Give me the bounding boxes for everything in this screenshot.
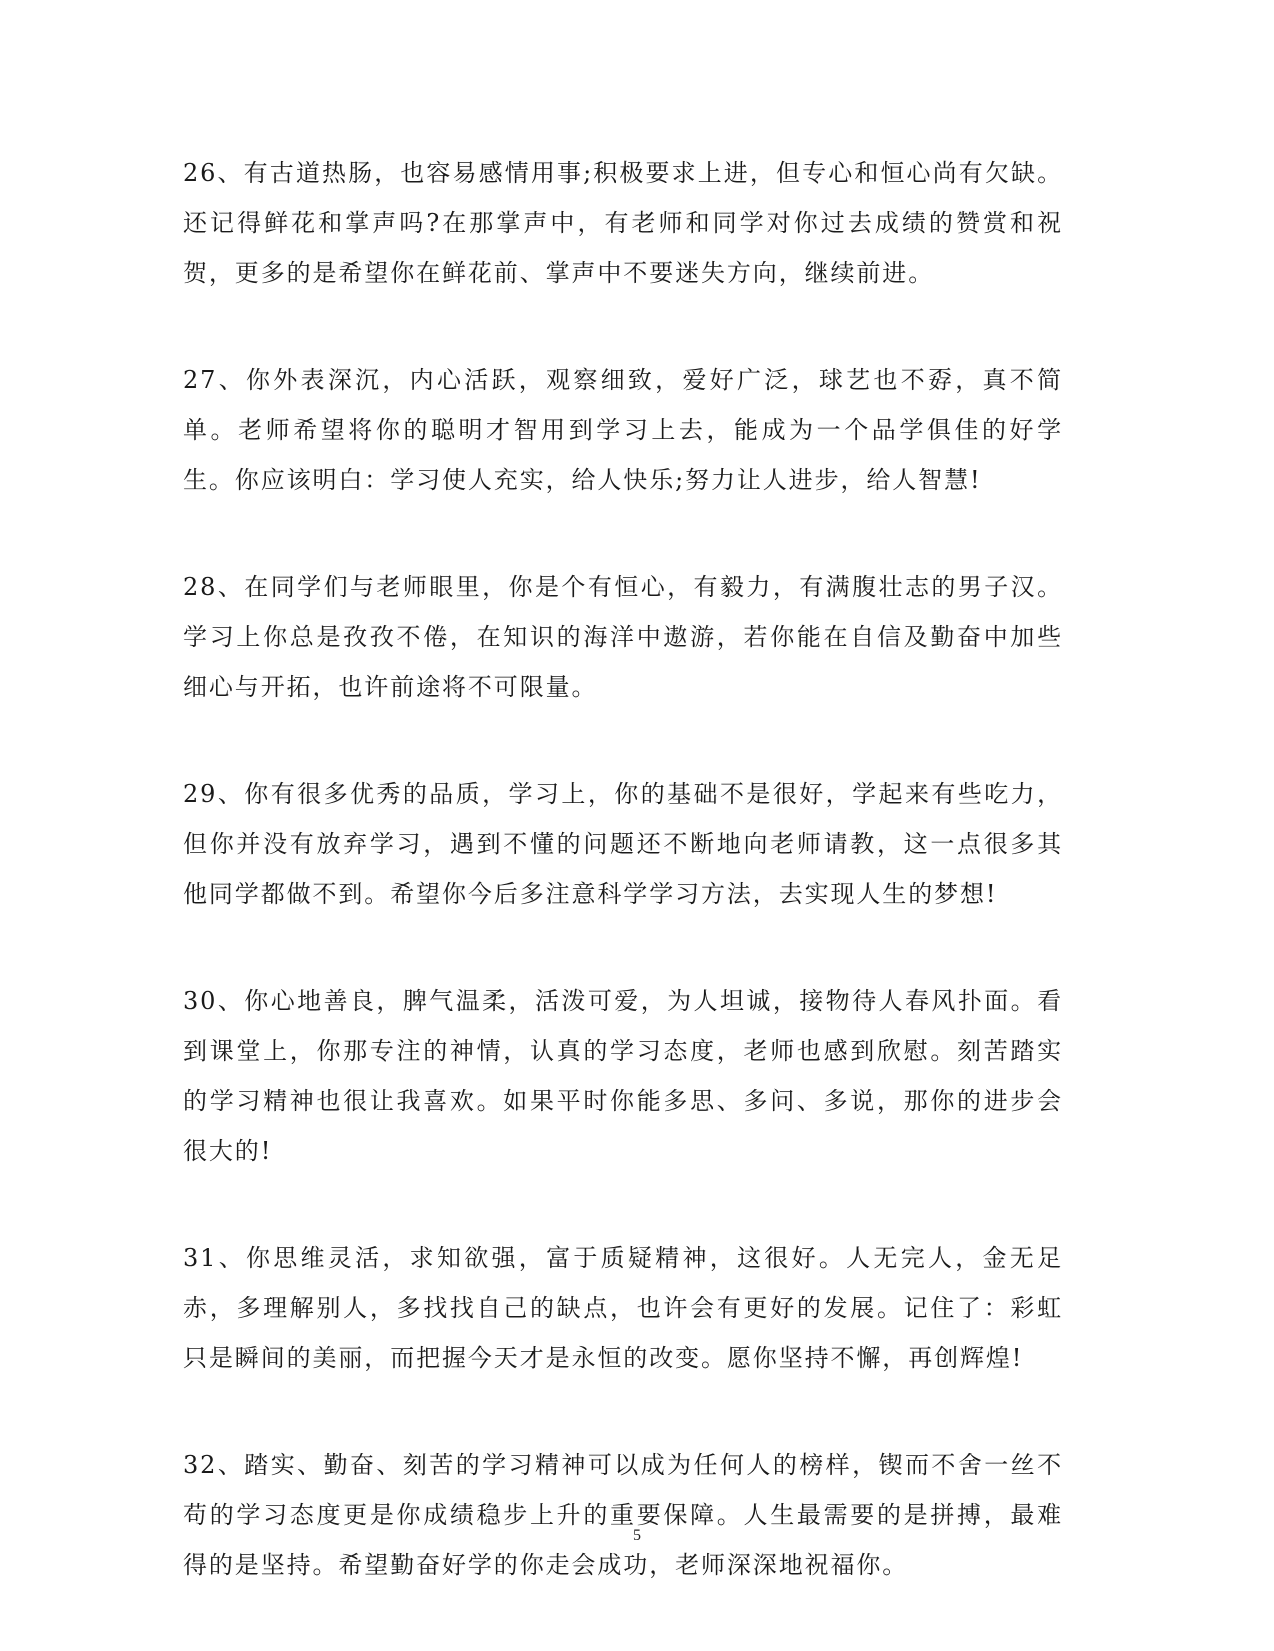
paragraph-31: 31、你思维灵活，求知欲强，富于质疑精神，这很好。人无完人，金无足赤，多理解别人，多找找自己的缺点，也许会有更好的发展。记住了：彩虹只是瞬间的美丽，而把握今天才是永恒的改变。愿你坚持不懈，再创辉煌! [183,1244,1063,1372]
paragraph-26: 26、有古道热肠，也容易感情用事;积极要求上进，但专心和恒心尚有欠缺。还记得鲜花和掌声吗?在那掌声中，有老师和同学对你过去成绩的赞赏和祝贺，更多的是希望你在鲜花前、掌声中不要迷失方向，继续前进。 [183,159,1063,287]
paragraph-29: 29、你有很多优秀的品质，学习上，你的基础不是很好，学起来有些吃力，但你并没有放弃学习，遇到不懂的问题还不断地向老师请教，这一点很多其他同学都做不到。希望你今后多注意科学学习方法，去实现人生的梦想! [183,780,1063,908]
paragraph-28: 28、在同学们与老师眼里，你是个有恒心，有毅力，有满腹壮志的男子汉。学习上你总是孜孜不倦，在知识的海洋中遨游，若你能在自信及勤奋中加些细心与开拓，也许前途将不可限量。 [183,573,1063,701]
page-number: 5 [633,1527,641,1544]
document-body [183,148,1063,1647]
paragraph-32: 32、踏实、勤奋、刻苦的学习精神可以成为任何人的榜样，锲而不舍一丝不苟的学习态度更是你成绩稳步上升的重要保障。人生最需要的是拼搏，最难得的是坚持。希望勤奋好学的你走会成功，老师深深地祝福你。 [183,1451,1063,1579]
paragraph-27: 27、你外表深沉，内心活跃，观察细致，爱好广泛，球艺也不孬，真不简单。老师希望将你的聪明才智用到学习上去，能成为一个品学俱佳的好学生。你应该明白：学习使人充实，给人快乐;努力让人进步，给人智慧! [183,366,1063,494]
paragraph-30: 30、你心地善良，脾气温柔，活泼可爱，为人坦诚，接物待人春风扑面。看到课堂上，你那专注的神情，认真的学习态度，老师也感到欣慰。刻苦踏实的学习精神也很让我喜欢。如果平时你能多思、多问、多说，那你的进步会很大的! [183,987,1063,1165]
